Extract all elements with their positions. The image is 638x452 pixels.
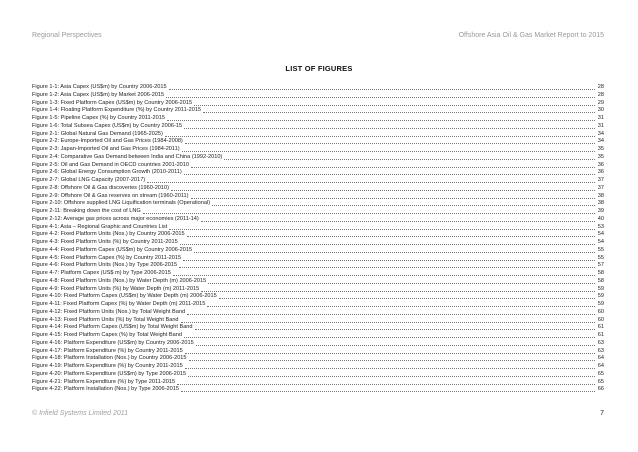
dot-leader bbox=[184, 174, 595, 175]
figure-entry-label: Figure 4-7: Platform Capex (US$ m) by Type 2006-2015 bbox=[32, 270, 171, 276]
figure-entry-page: 31 bbox=[597, 122, 604, 129]
dot-leader bbox=[182, 151, 595, 152]
figure-entry-label: Figure 2-8: Offshore Oil & Gas discoveries (1960-2010) bbox=[32, 184, 170, 191]
dot-leader bbox=[169, 229, 595, 230]
figure-entry-page: 29 bbox=[597, 99, 604, 106]
figure-entry-page: 55 bbox=[597, 246, 604, 253]
figure-entry-page: 37 bbox=[597, 184, 604, 191]
figure-entry-label: Figure 1-2: Asia Capex (US$m) by Market 2006-2015 bbox=[32, 91, 165, 98]
figure-entry-page: 64 bbox=[597, 363, 604, 369]
dot-leader bbox=[208, 283, 595, 284]
figure-entry[interactable] bbox=[32, 371, 604, 379]
figure-entry-label: Figure 4-19: Platform Expenditure (%) by Country 2011-2015 bbox=[32, 363, 183, 369]
figure-entry-label: Figure 4-3: Fixed Platform Units (%) by Country 2011-2015 bbox=[32, 239, 178, 245]
list-of-figures-title: LIST OF FIGURES bbox=[285, 64, 353, 73]
figure-entry-label: Figure 1-1: Asia Capex (US$m) by Country 2006-2015 bbox=[32, 84, 167, 90]
figure-entry-label: Figure 4-11: Fixed Platform Capex (%) by Water Depth (m) 2011-2015 bbox=[32, 301, 206, 307]
figure-entry-page: 40 bbox=[597, 215, 604, 222]
figure-entry-page: 60 bbox=[597, 316, 604, 323]
page-header bbox=[32, 32, 604, 39]
figure-entry-page: 61 bbox=[597, 324, 604, 331]
figure-entry-label: Figure 2-2: Europe-Imported Oil and Gas Prices (1984-2008) bbox=[32, 138, 183, 145]
figure-entry-label: Figure 4-12: Fixed Platform Units (Nos.) by Total Weight Band bbox=[32, 308, 186, 315]
figure-entry-label: Figure 4-14: Fixed Platform Capex (US$m) by Total Weight Band bbox=[32, 324, 193, 331]
figure-entry-page: 59 bbox=[597, 285, 604, 292]
figure-entry[interactable] bbox=[32, 177, 604, 185]
figure-entry-label: Figure 2-5: Oil and Gas Demand in OECD countries 2001-2010 bbox=[32, 161, 190, 168]
figure-entry-label: Figure 2-1: Global Natural Gas Demand (1965-2025) bbox=[32, 130, 163, 137]
dot-leader bbox=[187, 314, 595, 315]
figure-entry-page: 57 bbox=[597, 262, 604, 269]
dot-leader bbox=[184, 128, 595, 129]
dot-leader bbox=[183, 260, 595, 261]
figure-entry-label: Figure 2-6: Global Energy Consumption Growth (2010-2011) bbox=[32, 169, 182, 176]
figure-entry-label: Figure 4-16: Platform Expenditure (US$m) by Country 2006-2015 bbox=[32, 339, 194, 346]
figure-entry-label: Figure 2-9: Offshore Oil & Gas reserves on stream (1960-2011) bbox=[32, 192, 189, 199]
figures-list bbox=[32, 84, 604, 394]
figure-entry-label: Figure 4-6: Fixed Platform Units (Nos.) by Type 2006-2015 bbox=[32, 262, 178, 269]
figure-entry-page: 61 bbox=[597, 332, 604, 338]
footer-copyright: © Infield Systems Limited 2011 bbox=[32, 410, 129, 417]
figure-entry[interactable] bbox=[32, 270, 604, 278]
figure-entry-page: 65 bbox=[597, 378, 604, 385]
figure-entry[interactable] bbox=[32, 324, 604, 332]
figure-entry-page: 54 bbox=[597, 231, 604, 238]
figure-entry-page: 28 bbox=[597, 91, 604, 98]
figure-entry[interactable] bbox=[32, 286, 604, 294]
figure-entry[interactable] bbox=[32, 84, 604, 92]
figure-entry-label: Figure 4-5: Fixed Platform Capex (%) by Country 2011-2015 bbox=[32, 254, 182, 261]
figure-entry[interactable] bbox=[32, 293, 604, 301]
figure-entry-page: 36 bbox=[597, 169, 604, 176]
dot-leader bbox=[224, 159, 595, 160]
figure-entry-page: 34 bbox=[597, 130, 604, 137]
figure-entry[interactable] bbox=[32, 278, 604, 286]
figure-entry-page: 64 bbox=[597, 355, 604, 362]
figure-entry-label: Figure 4-21: Platform Expenditure (%) by Type 2011-2015 bbox=[32, 378, 176, 385]
figure-entry-label: Figure 2-11: Breaking down the cost of LNG bbox=[32, 208, 141, 214]
figure-entry[interactable] bbox=[32, 247, 604, 255]
figure-entry[interactable] bbox=[32, 332, 604, 340]
dot-leader bbox=[201, 291, 595, 292]
figure-entry-label: Figure 4-17: Platform Expenditure (%) by Country 2011-2015 bbox=[32, 347, 183, 354]
figure-entry-page: 65 bbox=[597, 370, 604, 377]
dot-leader bbox=[180, 244, 595, 245]
figure-entry-page: 28 bbox=[597, 84, 604, 90]
dot-leader bbox=[188, 376, 595, 377]
dot-leader bbox=[173, 275, 595, 276]
figure-entry-page: 55 bbox=[597, 254, 604, 261]
dot-leader bbox=[147, 182, 595, 183]
dot-leader bbox=[185, 368, 595, 369]
figure-entry-page: 58 bbox=[597, 270, 604, 276]
dot-leader bbox=[212, 205, 595, 206]
dot-leader bbox=[194, 105, 595, 106]
dot-leader bbox=[196, 345, 595, 346]
figure-entry[interactable] bbox=[32, 231, 604, 239]
figure-entry[interactable] bbox=[32, 348, 604, 356]
dot-leader bbox=[166, 97, 595, 98]
dot-leader bbox=[184, 337, 595, 338]
figure-entry[interactable] bbox=[32, 363, 604, 371]
figure-entry[interactable] bbox=[32, 386, 604, 394]
figure-entry-label: Figure 4-22: Platform Installation (Nos.) by Type 2006-2015 bbox=[32, 386, 179, 393]
figure-entry-label: Figure 1-6: Total Subsea Capex (US$m) by Country 2006-15 bbox=[32, 122, 183, 129]
figure-entry-label: Figure 4-8: Fixed Platform Units (Nos.) by Water Depth (m) 2006-2015 bbox=[32, 277, 207, 284]
figure-entry-label: Figure 4-10: Fixed Platform Capex (US$m) by Water Depth (m) 2006-2015 bbox=[32, 293, 217, 300]
figure-entry-label: Figure 2-12: Average gas prices across major economies (2011-14) bbox=[32, 215, 199, 222]
figure-entry-label: Figure 1-5: Pipeline Capex (%) by Country 2011-2015 bbox=[32, 115, 165, 121]
figure-entry[interactable] bbox=[32, 208, 604, 216]
figure-entry-page: 53 bbox=[597, 223, 604, 230]
figure-entry-page: 38 bbox=[597, 192, 604, 199]
dot-leader bbox=[185, 143, 595, 144]
figure-entry-label: Figure 2-3: Japan-Imported Oil and Gas Prices (1984-2011) bbox=[32, 146, 180, 152]
figure-entry-page: 35 bbox=[597, 146, 604, 152]
figure-entry-page: 59 bbox=[597, 293, 604, 300]
figure-entry[interactable] bbox=[32, 262, 604, 270]
header-section-title: Regional Perspectives bbox=[32, 32, 102, 39]
dot-leader bbox=[191, 198, 596, 199]
figure-entry-page: 37 bbox=[597, 177, 604, 183]
dot-leader bbox=[195, 329, 595, 330]
dot-leader bbox=[194, 252, 595, 253]
dot-leader bbox=[165, 136, 595, 137]
dot-leader bbox=[171, 190, 595, 191]
figure-entry-label: Figure 2-10: Offshore supplied LNG Liquification terminals (Operational) bbox=[32, 200, 211, 207]
figure-entry-page: 63 bbox=[597, 347, 604, 354]
figure-entry-page: 58 bbox=[597, 277, 604, 284]
figure-entry[interactable] bbox=[32, 200, 604, 208]
figure-entry-page: 60 bbox=[597, 308, 604, 315]
figure-entry-page: 39 bbox=[597, 208, 604, 214]
figure-entry[interactable] bbox=[32, 224, 604, 232]
figure-entry-label: Figure 4-4: Fixed Platform Capex (US$m) by Country 2006-2015 bbox=[32, 246, 193, 253]
figure-entry-label: Figure 1-4: Floating Platform Expenditure (%) by Country 2011-2015 bbox=[32, 107, 202, 114]
dot-leader bbox=[143, 213, 595, 214]
dot-leader bbox=[167, 120, 595, 121]
dot-leader bbox=[169, 89, 595, 90]
figure-entry-page: 36 bbox=[597, 161, 604, 168]
figure-entry[interactable] bbox=[32, 107, 604, 115]
figure-entry[interactable] bbox=[32, 138, 604, 146]
dot-leader bbox=[181, 391, 595, 392]
figure-entry[interactable] bbox=[32, 255, 604, 263]
dot-leader bbox=[179, 267, 595, 268]
figure-entry[interactable] bbox=[32, 169, 604, 177]
figure-entry-page: 54 bbox=[597, 239, 604, 245]
figure-entry-page: 34 bbox=[597, 138, 604, 145]
figure-entry[interactable] bbox=[32, 216, 604, 224]
figure-entry-page: 30 bbox=[597, 107, 604, 114]
figure-entry-label: Figure 4-9: Fixed Platform Units (%) by Water Depth (m) 2011-2015 bbox=[32, 285, 200, 292]
figure-entry[interactable] bbox=[32, 193, 604, 201]
figure-entry-label: Figure 4-15: Fixed Platform Capex (%) by Total Weight Band bbox=[32, 332, 182, 338]
figure-entry-page: 63 bbox=[597, 339, 604, 346]
figure-entry[interactable] bbox=[32, 355, 604, 363]
figure-entry[interactable] bbox=[32, 379, 604, 387]
dot-leader bbox=[207, 306, 595, 307]
figure-entry[interactable] bbox=[32, 146, 604, 154]
dot-leader bbox=[187, 236, 595, 237]
dot-leader bbox=[177, 384, 595, 385]
figure-entry-label: Figure 2-4: Comparative Gas Demand between India and China (1992-2010) bbox=[32, 153, 223, 160]
header-report-title: Offshore Asia Oil & Gas Market Report to 2015 bbox=[458, 32, 604, 39]
figure-entry-page: 59 bbox=[597, 301, 604, 307]
figure-entry-label: Figure 4-13: Fixed Platform Units (%) by Total Weight Band bbox=[32, 316, 179, 323]
figure-entry[interactable] bbox=[32, 185, 604, 193]
figure-entry[interactable] bbox=[32, 123, 604, 131]
figure-entry[interactable] bbox=[32, 239, 604, 247]
figure-entry-label: Figure 4-20: Platform Expenditure (US$m) by Type 2006-2015 bbox=[32, 370, 187, 377]
dot-leader bbox=[201, 221, 595, 222]
dot-leader bbox=[189, 360, 595, 361]
dot-leader bbox=[191, 167, 595, 168]
figure-entry-label: Figure 2-7: Global LNG Capacity (2007-2017) bbox=[32, 177, 146, 183]
figure-entry[interactable] bbox=[32, 317, 604, 325]
figure-entry-page: 66 bbox=[597, 386, 604, 393]
figure-entry-page: 38 bbox=[597, 200, 604, 207]
dot-leader bbox=[181, 322, 595, 323]
figure-entry[interactable] bbox=[32, 162, 604, 170]
footer-page-number: 7 bbox=[600, 410, 604, 417]
figure-entry[interactable] bbox=[32, 100, 604, 108]
figure-entry[interactable] bbox=[32, 309, 604, 317]
figure-entry-label: Figure 4-1: Asia – Regional Graphic and Countries List bbox=[32, 223, 168, 230]
figure-entry[interactable] bbox=[32, 115, 604, 123]
figure-entry[interactable] bbox=[32, 340, 604, 348]
figure-entry-label: Figure 4-2: Fixed Platform Units (Nos.) by Country 2006-2015 bbox=[32, 231, 185, 238]
figure-entry[interactable] bbox=[32, 301, 604, 309]
figure-entry[interactable] bbox=[32, 154, 604, 162]
dot-leader bbox=[219, 298, 595, 299]
figure-entry-page: 35 bbox=[597, 153, 604, 160]
dot-leader bbox=[203, 112, 595, 113]
page-footer bbox=[32, 410, 604, 417]
figure-entry[interactable] bbox=[32, 131, 604, 139]
figure-entry-label: Figure 4-18: Platform Installation (Nos.) by Country 2006-2015 bbox=[32, 355, 187, 362]
figure-entry-label: Figure 1-3: Fixed Platform Capex (US$m) by Country 2006-2015 bbox=[32, 99, 193, 106]
figure-entry[interactable] bbox=[32, 92, 604, 100]
dot-leader bbox=[185, 353, 595, 354]
figure-entry-page: 31 bbox=[597, 115, 604, 121]
